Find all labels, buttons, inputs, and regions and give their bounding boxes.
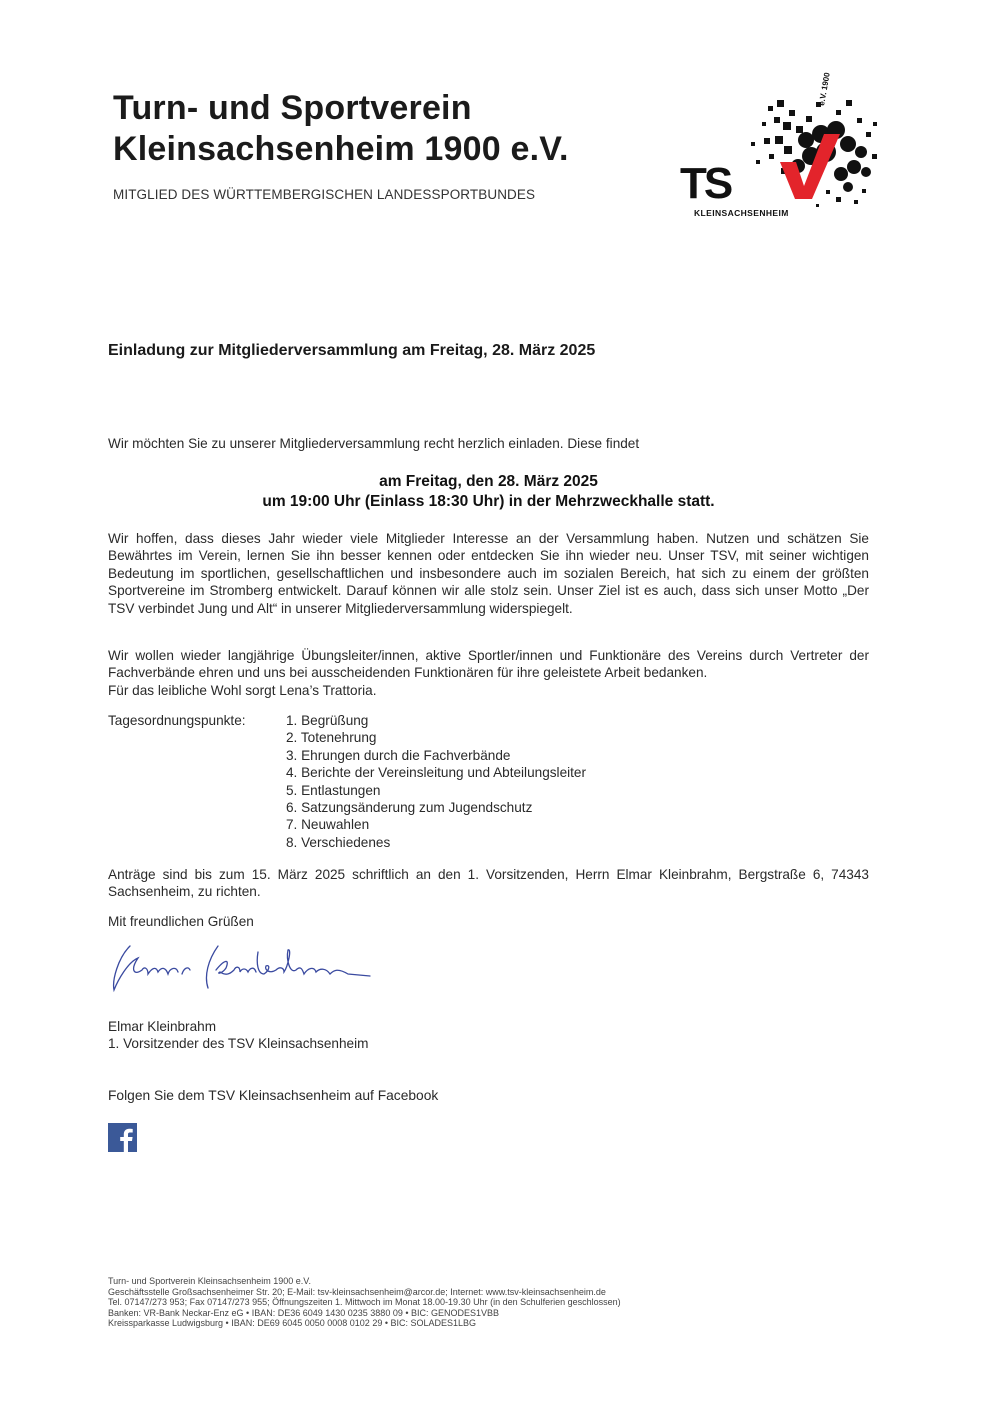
facebook-icon[interactable] xyxy=(108,1123,137,1152)
signer-block xyxy=(108,1018,368,1053)
organization-name xyxy=(113,88,569,170)
logo-ts-letters: TS xyxy=(680,159,731,208)
closing-greeting: Mit freundlichen Grüßen xyxy=(108,914,254,929)
paragraph-honors xyxy=(108,647,869,699)
agenda-item: 6. Satzungsänderung zum Jugendschutz xyxy=(286,800,533,816)
agenda-item: 3. Ehrungen durch die Fachverbände xyxy=(286,747,511,763)
footer-line: Kreissparkasse Ludwigsburg • IBAN: DE69 6045 0050 0008 0102 29 • BIC: SOLADES1LBG xyxy=(108,1318,477,1329)
agenda-label: Tagesordnungspunkte: xyxy=(108,713,246,728)
signer-name: Elmar Kleinbrahm xyxy=(108,1019,217,1034)
signer-role: 1. Vorsitzender des TSV Kleinsachsenheim xyxy=(108,1036,369,1052)
footer-line: Banken: VR-Bank Neckar-Enz eG • IBAN: DE36 6049 1430 0235 3880 09 • BIC: GENODES1VBB xyxy=(108,1307,500,1318)
footer-line: Tel. 07147/273 953; Fax 07147/273 955; Öffnungszeiten 1. Mittwoch im Monat 18.00-19.30 Uhr (in den Schulferien geschlossen) xyxy=(108,1297,621,1308)
logo-caption: KLEINSACHSENHEIM xyxy=(694,208,789,218)
footer-line: Geschäftsstelle Großsachsenheimer Str. 20; E-Mail: tsv-kleinsachsenheim@arcor.de; Internet: www.tsv-kleinsachsenheim.de xyxy=(108,1286,606,1297)
facebook-f-glyph xyxy=(108,1123,137,1152)
tsv-logo xyxy=(676,72,886,222)
agenda-list xyxy=(286,712,686,851)
intro-text: Wir möchten Sie zu unserer Mitgliederversammlung recht herzlich einladen. Diese findet xyxy=(108,436,640,451)
organization-name-line1: Turn- und Sportverein xyxy=(113,89,472,127)
organization-subtitle: MITGLIED DES WÜRTTEMBERGISCHEN LANDESSPORTBUNDES xyxy=(113,187,536,202)
organization-name-line2: Kleinsachsenheim 1900 e.V. xyxy=(113,130,569,168)
agenda-item: 5. Entlastungen xyxy=(286,782,381,798)
footer xyxy=(108,1276,621,1329)
agenda-item: 2. Totenehrung xyxy=(286,730,377,746)
event-date: am Freitag, den 28. März 2025 xyxy=(379,473,598,490)
agenda-item: 1. Begrüßung xyxy=(286,713,369,728)
logo-badge-text: e.V. 1900 xyxy=(817,72,832,107)
signature-image xyxy=(108,940,388,995)
agenda-item: 4. Berichte der Vereinsleitung und Abteilungsleiter xyxy=(286,765,587,781)
paragraph-catering: Für das leibliche Wohl sorgt Lena’s Trattoria. xyxy=(108,682,377,698)
event-details xyxy=(108,472,869,511)
agenda-item: 8. Verschiedenes xyxy=(286,834,391,850)
letter-subject: Einladung zur Mitgliederversammlung am Freitag, 28. März 2025 xyxy=(108,342,596,359)
facebook-prompt: Folgen Sie dem TSV Kleinsachsenheim auf Facebook xyxy=(108,1088,439,1103)
paragraph-motivation: Wir hoffen, dass dieses Jahr wieder viele Mitglieder Interesse an der Versammlung haben. Nutzen und schätzen Sie Bewährtes im Verein, lernen Sie ihn besser kennen oder entdecken Sie ihn wieder neu. Unser TSV, mit seiner wichtigen Bedeutung im sportlichen, gesellschaftlichen und insbesondere auch im sozialen Bereich, hat sich zu einem der größten Sportvereine im Stromberg entwickelt. Darauf können wir alle stolz sein. Unser Ziel ist es auch, dass sich unser Motto „Der TSV verbindet Jung und Alt“ in unserer Mitgliederversammlung widerspiegelt. xyxy=(108,531,869,616)
paragraph-motions: Anträge sind bis zum 15. März 2025 schriftlich an den 1. Vorsitzenden, Herrn Elmar Kleinbrahm, Bergstraße 6, 74343 Sachsenheim, zu richten. xyxy=(108,867,869,900)
agenda-item: 7. Neuwahlen xyxy=(286,817,370,833)
paragraph-honors-text: Wir wollen wieder langjährige Übungsleiter/innen, aktive Sportler/innen und Funktionäre des Vereins durch Vertreter der Fachverbände ehren und uns bei ausscheidenden Funktionären für ihre geleistete Arbeit bedanken. xyxy=(108,648,869,681)
event-time-location: um 19:00 Uhr (Einlass 18:30 Uhr) in der Mehrzweckhalle statt. xyxy=(262,492,715,510)
footer-line: Turn- und Sportverein Kleinsachsenheim 1900 e.V. xyxy=(108,1276,311,1286)
